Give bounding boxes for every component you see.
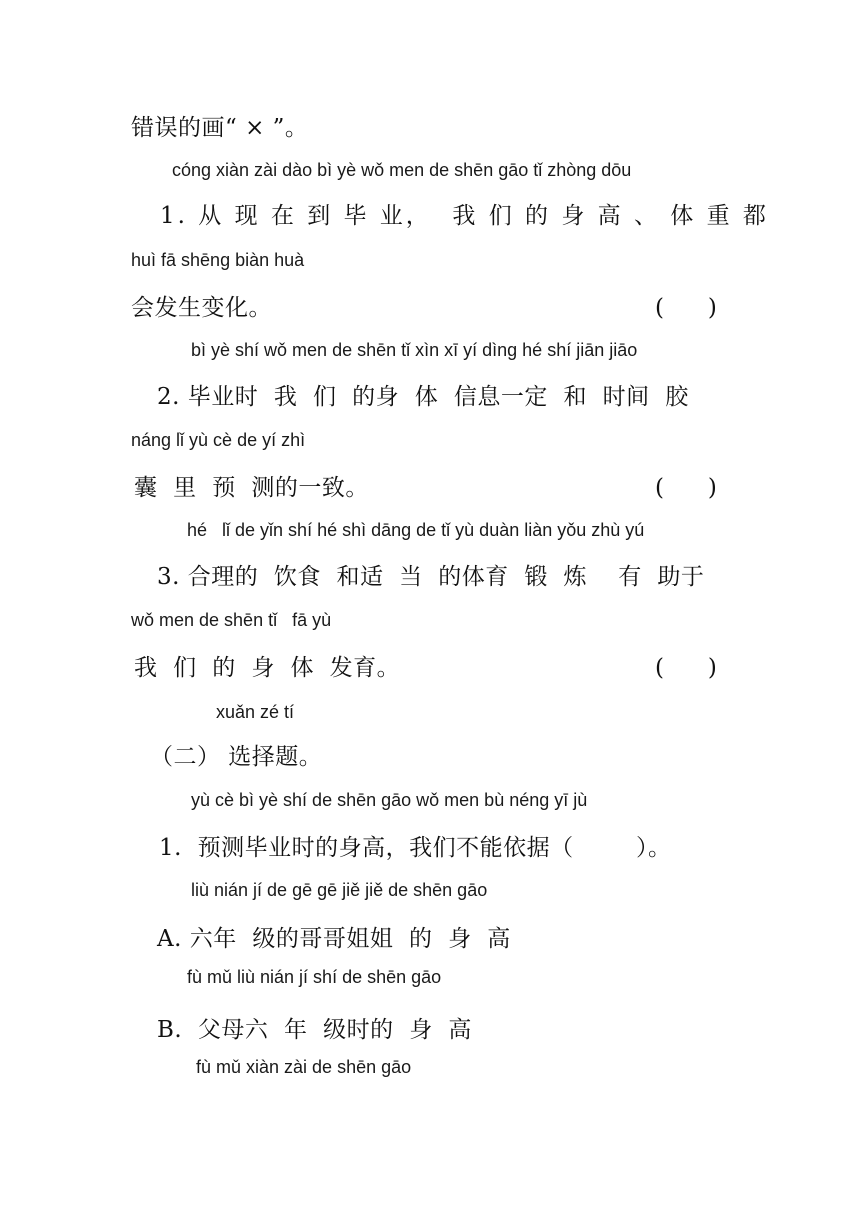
section-2-heading: （二） 选择题。: [150, 744, 323, 770]
option-b-pinyin: fù mǔ liù nián jí shí de shēn gāo: [187, 967, 442, 987]
item-2-answer-blank[interactable]: ( ): [655, 475, 717, 501]
question-1-pinyin: yù cè bì yè shí de shēn gāo wǒ men bù néng yī jù: [191, 790, 588, 810]
item-3-pinyin-line-1: hé lǐ de yǐn shí hé shì dāng de tǐ yù duàn liàn yǒu zhù yú: [187, 520, 645, 540]
item-1-text-line-2: 会发生变化。: [131, 295, 272, 321]
item-1-pinyin-line-2: huì fā shēng biàn huà: [131, 250, 305, 270]
item-2-text-line-1: 2. 毕业时 我 们 的身 体 信息一定 和 时间 胶: [157, 384, 689, 410]
item-1-pinyin-line-1: cóng xiàn zài dào bì yè wǒ men de shēn gāo tǐ zhòng dōu: [172, 160, 632, 180]
question-1-text: 1. 预测毕业时的身高，我们不能依据（ ）。: [159, 835, 672, 861]
option-a-text[interactable]: A. 六年 级的哥哥姐姐 的 身 高: [157, 926, 511, 952]
item-1-answer-blank[interactable]: ( ): [655, 295, 717, 321]
section-2-pinyin: xuǎn zé tí: [216, 702, 295, 722]
item-3-text-line-2: 我 们 的 身 体 发育。: [134, 655, 401, 681]
item-1-text-line-1: 1. 从 现 在 到 毕 业， 我 们 的 身 高 、 体 重 都: [160, 203, 769, 229]
option-a-pinyin: liù nián jí de gē gē jiě jiě de shēn gāo: [191, 880, 488, 900]
item-2-pinyin-line-1: bì yè shí wǒ men de shēn tǐ xìn xī yí dìng hé shí jiān jiāo: [191, 340, 638, 360]
item-2-pinyin-line-2: náng lǐ yù cè de yí zhì: [131, 430, 306, 450]
item-2-text-line-2: 囊 里 预 测的一致。: [134, 475, 369, 501]
option-c-pinyin: fù mǔ xiàn zài de shēn gāo: [196, 1057, 412, 1077]
intro-instruction: 错误的画“ × ”。: [131, 115, 309, 141]
item-3-pinyin-line-2: wǒ men de shēn tǐ fā yù: [131, 610, 332, 630]
item-3-text-line-1: 3. 合理的 饮食 和适 当 的体育 锻 炼 有 助于: [157, 564, 705, 590]
option-b-text[interactable]: B. 父母六 年 级时的 身 高: [157, 1017, 472, 1043]
item-3-answer-blank[interactable]: ( ): [655, 655, 717, 681]
